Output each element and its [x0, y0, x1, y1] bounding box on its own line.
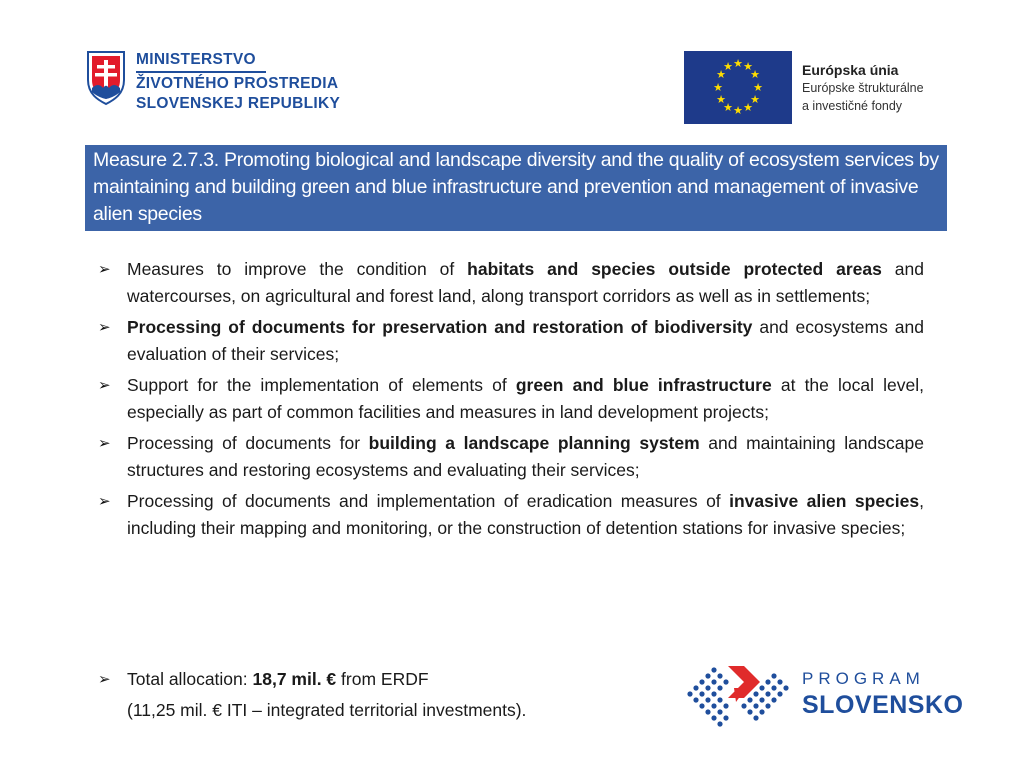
program-line-2: SLOVENSKO [802, 691, 964, 719]
measures-list [98, 256, 924, 546]
svg-text:★: ★ [750, 93, 760, 106]
ministry-line-3: SLOVENSKEJ REPUBLIKY [136, 95, 341, 112]
list-item: ➢ Support for the implementation of elements of green and blue infrastructure at the local level, especially as part of common facilities and measures in land development projects; [98, 372, 924, 426]
svg-text:★: ★ [733, 104, 743, 117]
list-item: ➢ Processing of documents for preservation and restoration of biodiversity and ecosystems and evaluation of their services; [98, 314, 924, 368]
program-slovensko-logo [684, 658, 963, 730]
list-item: ➢ Processing of documents and implementation of eradication measures of invasive alien species, including their mapping and monitoring, or the construction of detention stations for invasive species; [98, 488, 924, 542]
measure-title: Measure 2.7.3. Promoting biological and landscape diversity and the quality of ecosystem services by maintaining and building green and blue infrastructure and prevention and management of invasive alien species [93, 149, 939, 225]
eu-line-1: Európska únia [802, 61, 899, 78]
eu-logo [684, 51, 924, 124]
ministry-line-1: MINISTERSTVO [136, 51, 256, 68]
arrow-bullet-icon: ➢ [98, 493, 111, 510]
eu-line-2: Európske štrukturálne [802, 80, 924, 95]
svg-text:★: ★ [743, 60, 753, 73]
total-allocation: ➢ Total allocation: 18,7 mil. € from ERDF (11,25 mil. € ITI – integrated territorial investments). [98, 664, 526, 726]
eu-line-3: a investičné fondy [802, 98, 903, 113]
arrow-bullet-icon: ➢ [98, 377, 111, 394]
arrow-bullet-icon: ➢ [98, 671, 111, 688]
ministry-logo [86, 50, 340, 114]
ministry-line-2: ŽIVOTNÉHO PROSTREDIA [136, 75, 339, 92]
eu-flag-icon [684, 51, 792, 124]
allocation-sub: (11,25 mil. € ITI – integrated territorial investments). [127, 700, 527, 720]
list-item: ➢ Processing of documents for building a landscape planning system and maintaining landscape structures and restoring ecosystems and evaluating their services; [98, 430, 924, 484]
arrow-bullet-icon: ➢ [98, 319, 111, 336]
arrow-bullet-icon: ➢ [98, 435, 111, 452]
program-line-1: PROGRAM [802, 669, 925, 688]
svg-text:★: ★ [753, 81, 763, 94]
list-item: ➢ Measures to improve the condition of habitats and species outside protected areas and watercourses, on agricultural and forest land, along transport corridors as well as in settlements; [98, 256, 924, 310]
arrow-bullet-icon: ➢ [98, 261, 111, 278]
svg-text:★: ★ [723, 60, 733, 73]
svg-text:★: ★ [716, 68, 726, 81]
svg-text:★: ★ [743, 101, 753, 114]
title-band [85, 145, 947, 231]
svg-text:★: ★ [733, 57, 743, 70]
svg-text:★: ★ [716, 93, 726, 106]
slovak-coat-of-arms-icon [86, 50, 126, 106]
svg-text:★: ★ [713, 81, 723, 94]
svg-text:★: ★ [723, 101, 733, 114]
svg-text:★: ★ [750, 68, 760, 81]
program-slovensko-mark-icon [684, 658, 792, 730]
